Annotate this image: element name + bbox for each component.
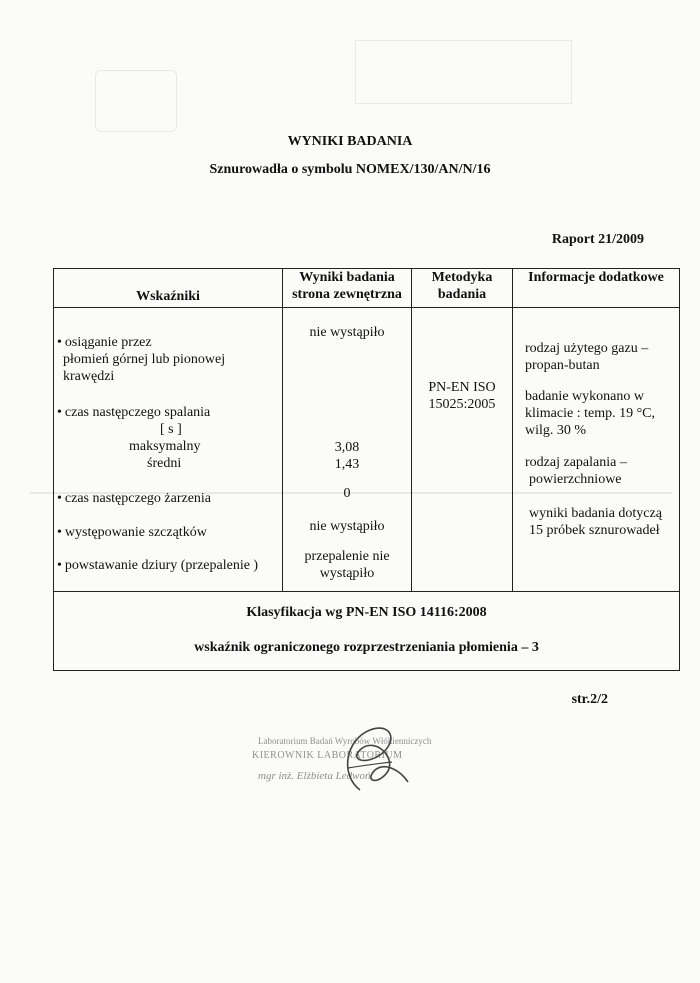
indicator-2-unit: [ s ]	[160, 422, 182, 437]
indicator-1-line1: • osiąganie przez	[57, 334, 152, 351]
table-body-row	[54, 308, 680, 592]
indicator-5: • powstawanie dziury (przepalenie )	[57, 557, 258, 574]
info-ignition-line1: rodzaj zapalania –	[525, 455, 627, 470]
info-samples-line1: wyniki badania dotyczą	[529, 506, 662, 521]
header-info-label: Informacje dodatkowe	[528, 270, 664, 285]
method-line1: PN-EN ISO	[428, 380, 496, 395]
result-3: 0	[343, 486, 351, 501]
info-climate-line3: wilg. 30 %	[525, 423, 587, 438]
info-samples-line2: 15 próbek sznurowadeł	[529, 523, 660, 538]
indicator-1-line3: krawędzi	[63, 369, 115, 384]
document-title: WYNIKI BADANIA	[287, 134, 413, 149]
classification-cell	[54, 592, 680, 671]
document-subtitle: Sznurowadła o symbolu NOMEX/130/AN/N/16	[209, 162, 491, 177]
handwritten-signature	[330, 720, 420, 800]
classification-line2: wskaźnik ograniczonego rozprzestrzeniania płomienia – 3	[194, 640, 539, 655]
result-5-line1: przepalenie nie	[304, 549, 390, 564]
info-ignition-line2: powierzchniowe	[529, 472, 622, 487]
page-number: str.2/2	[571, 692, 608, 707]
table-header-row	[54, 269, 680, 308]
indicator-2-max: maksymalny	[129, 439, 201, 454]
indicators-cell	[54, 308, 283, 592]
header-results	[283, 269, 412, 308]
header-indicators-label: Wskaźniki	[136, 289, 200, 304]
indicator-3: • czas następczego żarzenia	[57, 490, 211, 507]
bleed-through-stamp-box	[355, 40, 572, 104]
header-results-line1: Wyniki badania	[299, 270, 395, 285]
header-indicators	[54, 269, 283, 308]
indicator-1-line2: płomień górnej lub pionowej	[63, 352, 226, 367]
header-method-line2: badania	[437, 287, 487, 302]
bleed-through-mark	[95, 70, 177, 132]
classification-line1: Klasyfikacja wg PN-EN ISO 14116:2008	[246, 605, 487, 620]
stamp-line2: KIEROWNIK LABORATORIUM	[252, 750, 403, 761]
classification-row	[54, 592, 680, 671]
results-cell	[283, 308, 412, 592]
result-4: nie wystąpiło	[309, 519, 385, 534]
info-cell	[513, 308, 680, 592]
info-gas-line1: rodzaj użytego gazu –	[525, 341, 649, 356]
info-climate-line2: klimacie : temp. 19 °C,	[525, 406, 656, 421]
header-results-line2: strona zewnętrzna	[292, 287, 402, 302]
stamp-line3: mgr inż. Elżbieta Ledwoń	[258, 770, 371, 782]
indicator-2-line1: • czas następczego spalania	[57, 404, 210, 421]
method-line2: 15025:2005	[428, 397, 496, 412]
header-method-line1: Metodyka	[431, 270, 493, 285]
result-2-max: 3,08	[334, 440, 360, 455]
indicator-2-avg: średni	[147, 456, 182, 471]
result-2-avg: 1,43	[334, 457, 360, 472]
result-5-line2: wystąpiło	[319, 566, 375, 581]
result-1: nie wystąpiło	[309, 325, 385, 340]
report-number: Raport 21/2009	[551, 232, 644, 247]
info-climate-line1: badanie wykonano w	[525, 389, 644, 404]
header-info	[513, 269, 680, 308]
info-gas-line2: propan-butan	[525, 358, 600, 373]
header-method	[412, 269, 513, 308]
stamp-line1: Laboratorium Badań Wyrobów Włókienniczych	[258, 736, 432, 746]
results-table	[53, 268, 680, 671]
method-cell	[412, 308, 513, 592]
indicator-4: • występowanie szczątków	[57, 524, 207, 541]
